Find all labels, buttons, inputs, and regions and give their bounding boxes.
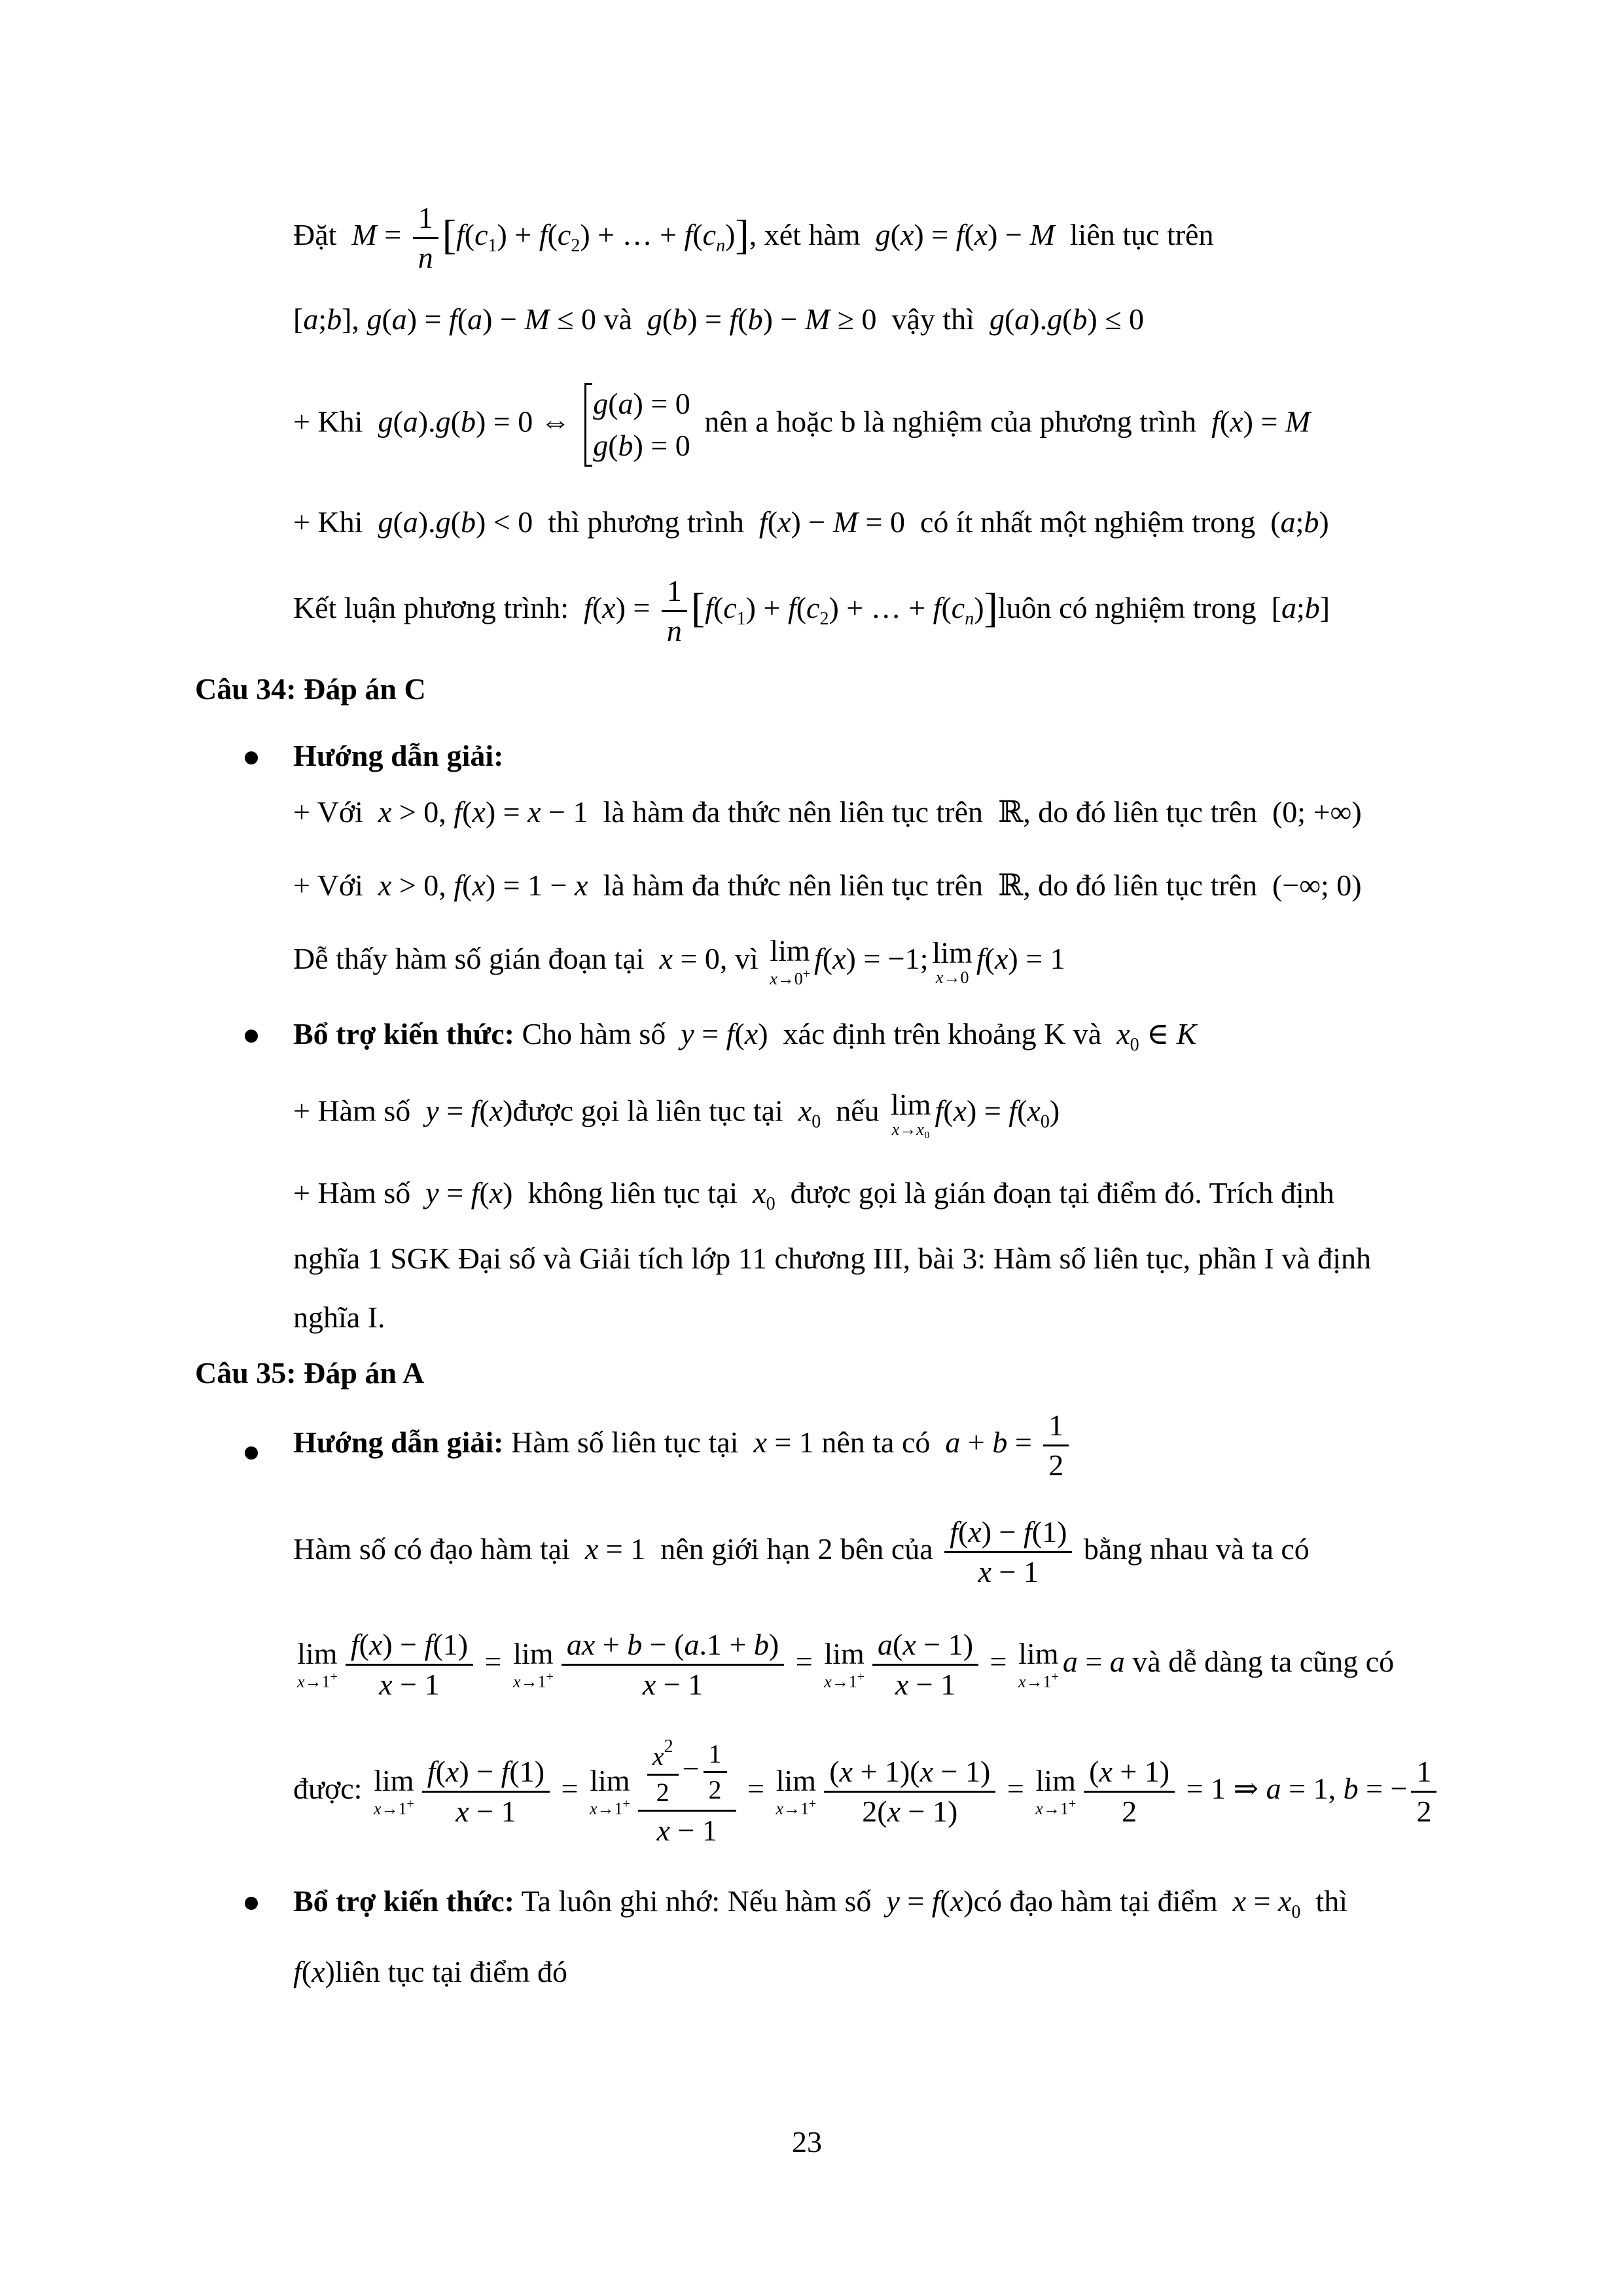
line-lim-2: được: lim x→1+ $\frac{f(x) - f(1)}{x - 1}$ = lim x→1+ $\frac{x^2}{2}$ − $\frac{1}{2}$ x − 1 = lim x→1+ $\frac{(x + 1)(x - 1)}{2(x - 1)}$ = lim x→1+ $\frac{(x + 1)}{2}$ = 1 ⇒ a = 1, b = − $\frac{1}{2}$ <box>293 1738 1440 1846</box>
line-3: + Khi g(a).g(b) = 0 ⇔ g(a) = 0 g(b) = 0 nên a hoặc b là nghiệm của phương trình f(x) = M <box>293 383 1310 467</box>
line-voi-1: + Với x > 0, f(x) = x − 1 là hàm đa thức nên liên tục trên ℝ, do đó liên tục trên (0; +∞) <box>293 795 1362 829</box>
line-5: Kết luận phương trình: f(x) = $\frac{1}{n}$ [$f(c_1) + f(c_2)$ + … + $f(c_n)]luôn$ có nghiệm trong [a;b] <box>293 574 1330 647</box>
text-dat: Đặt <box>293 218 337 252</box>
label-huong-dan: Hướng dẫn giải: <box>293 739 504 772</box>
line-huong-dan-35: Hướng dẫn giải: Hàm số liên tục tại x = 1 nên ta có a + b = $\frac{1}{2}$ <box>293 1410 1073 1480</box>
fraction-1-over-n: $\frac{1}{n}$ <box>413 203 438 273</box>
bullet-dot <box>245 1446 258 1460</box>
line-bo-tro-3: f(x)liên tục tại điểm đó <box>293 1955 567 1988</box>
line-2: [a;b], g(a) = f(a) − M ≤ 0 và g(b) = f(b) − M ≥ 0 vậy thì g(a).g(b) ≤ 0 <box>293 302 1144 336</box>
page-number: 23 <box>792 2125 822 2159</box>
line-ham-so-4: nghĩa I. <box>293 1300 385 1334</box>
line-ham-so-3: nghĩa 1 SGK Đại số và Giải tích lớp 11 chương III, bài 3: Hàm số liên tục, phần I và định <box>293 1242 1372 1275</box>
line-lim-1: lim x→1+ $\frac{f(x) - f(1)}{x - 1}$ = lim x→1+ $\frac{ax + b - (a.1 + b)}{x - 1}$ = lim x→1+ $\frac{a(x - 1)}{x - 1}$ = lim x→1+ a = a và dễ dàng ta cũng có <box>297 1628 1395 1701</box>
bullet-dot <box>245 1897 258 1910</box>
line-gian-doan: Dễ thấy hàm số gián đoạn tại x = 0, vì lim x→0+ f(x) = −1; lim x→0 f(x) = 1 <box>293 934 1065 988</box>
bullet-dot <box>245 751 258 764</box>
line-4: + Khi g(a).g(b) < 0 thì phương trình f(x) − M = 0 có ít nhất một nghiệm trong (a;b) <box>293 505 1329 539</box>
bullet-dot <box>245 1030 258 1043</box>
line-1: Đặt M = $\frac{1}{n}$ [$f(c_1) + f(c_2)$ + … + $f(c_n)$], xét hàm g(x) = f(x) − M liên tục trên <box>293 201 1214 274</box>
line-voi-2: + Với x > 0, f(x) = 1 − x là hàm đa thức nên liên tục trên ℝ, do đó liên tục trên (−∞; 0) <box>293 869 1362 902</box>
line-ham-so-1: + Hàm số y = f(x)được gọi là liên tục tại $x_0$ nếu lim x→x₀ $f(x) = f(x_0)$ <box>293 1088 1060 1139</box>
cases-bracket: g(a) = 0 g(b) = 0 <box>584 383 690 467</box>
line-dao-ham: Hàm số có đạo hàm tại x = 1 nên giới hạn 2 bên của $\frac{f(x) - f(1)}{x - 1}$ bằng nhau và ta có <box>293 1515 1310 1588</box>
line-ham-so-2: + Hàm số y = f(x) không liên tục tại $x_0$ được gọi là gián đoạn tại điểm đó. Trích định <box>293 1176 1334 1214</box>
line-bo-tro-1: Bổ trợ kiến thức: Cho hàm số y = f(x) xác định trên khoảng K và $x_0$ ∈ K <box>293 1017 1197 1055</box>
heading-cau-35: Câu 35: Đáp án A <box>195 1356 425 1390</box>
heading-cau-34: Câu 34: Đáp án C <box>195 672 426 706</box>
line-bo-tro-2: Bổ trợ kiến thức: Ta luôn ghi nhớ: Nếu hàm số y = f(x)có đạo hàm tại điểm $x = x_0$ thì <box>293 1884 1347 1922</box>
